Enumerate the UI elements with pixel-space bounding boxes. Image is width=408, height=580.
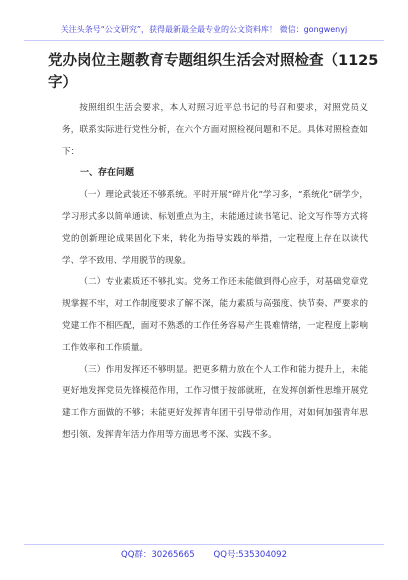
document-body [62,98,368,447]
paragraph-item-2: （二）专业素质还不够扎实。党务工作还未能做到得心应手，对基础党章党规掌握不牢，对工作制度要求了解不深，能力素质与高强度、快节奏、严要求的党建工作不相匹配，面对不熟悉的工作任务容易产生畏难情绪，一定程度上影响工作效率和工作质量。 [62,277,368,353]
paragraph-intro: 按照组织生活会要求，本人对照习近平总书记的号召和要求，对照党员义务，联系实际进行党性分析，在六个方面对照检视问题和不足。具体对照检查如下： [62,103,368,157]
footer-contact: QQ群：30265665 QQ号:535304092 [121,550,287,560]
header-banner: 关注头条号“公文研究”，获得最新最全最专业的公文资料库！ 微信：gongwenyj [24,20,384,41]
paragraph-item-1: （一）理论武装还不够系统。平时开展“碎片化”学习多，“系统化”研学少，学习形式多以简单通读、标划重点为主，未能通过读书笔记、论文写作等方式将党的创新理论成果固化下来，转化为指导实践的举措，一定程度上存在以读代学、学不致用、学用脱节的现象。 [62,190,368,266]
section-heading: 一、存在问题 [80,168,135,179]
footer-divider [24,544,384,545]
document-title: 党办岗位主题教育专题组织生活会对照检查（1125字） [48,53,379,91]
paragraph-item-3: （三）作用发挥还不够明显。把更多精力放在个人工作和能力提升上，未能更好地发挥党员先锋模范作用，工作习惯于按部就班，在发挥创新性思维开展党建工作方面做的不够；未能更好发挥青年团干引导带动作用，对如何加强青年思想引领、发挥青年活力作用等方面思考不深、实践不多。 [62,364,368,440]
